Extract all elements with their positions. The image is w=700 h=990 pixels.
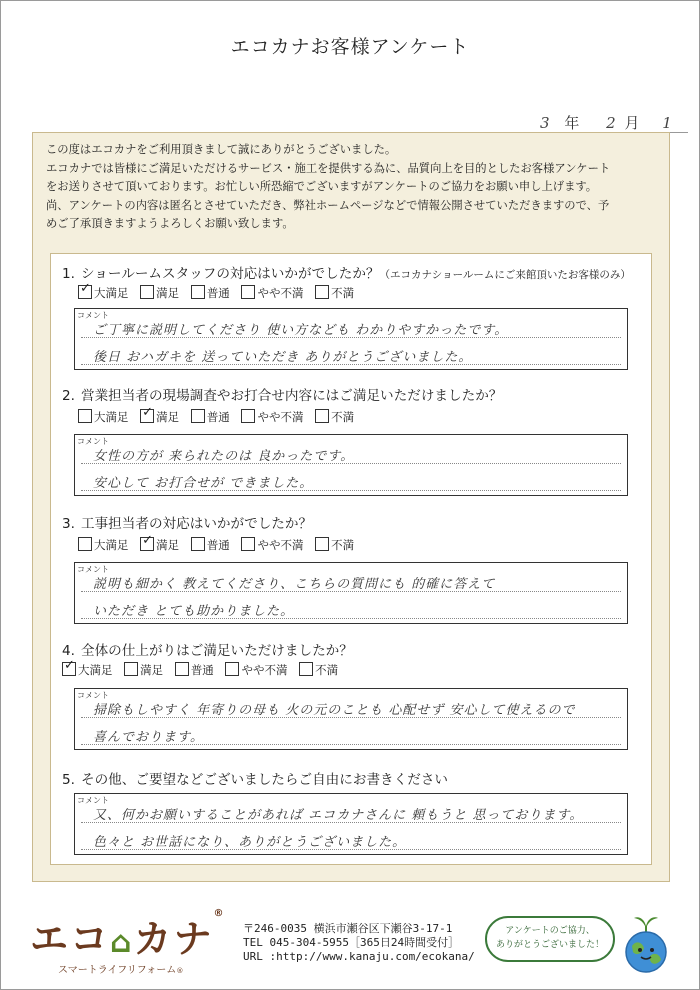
- question-4: [62, 639, 353, 659]
- intro-line: この度はエコカナをご利用頂きまして誠にありがとうございました。: [46, 143, 397, 156]
- question-text: 全体の仕上がりはご満足いただけましたか？: [80, 643, 353, 659]
- question-2: [62, 384, 502, 404]
- telephone: TEL 045-304-5955［365日24時間受付］: [243, 936, 460, 949]
- checkbox[interactable]: [78, 537, 92, 551]
- question-5: [62, 768, 448, 788]
- option-dai-manzoku[interactable]: 大満足: [78, 409, 129, 425]
- comment-label: コメント: [77, 311, 109, 320]
- intro-line: をお送りさせて頂いております。お忙しい所恐縮でございますがアンケートのご協力をお願い申し上げます。: [46, 180, 598, 194]
- option-fuman[interactable]: 不満: [315, 537, 354, 553]
- comment-label: コメント: [77, 565, 109, 574]
- question-text: その他、ご要望などございましたらご自由にお書きください: [80, 772, 449, 788]
- bubble-line: アンケートのご協力、: [505, 926, 595, 936]
- globe-mascot-icon: [618, 912, 674, 974]
- options-1: [78, 285, 362, 301]
- bubble-line: ありがとうございました！: [495, 940, 604, 950]
- date-month-unit: 月: [624, 114, 640, 132]
- intro-line: めご了承頂きますようよろしくお願い致します。: [46, 217, 294, 231]
- option-dai-manzoku[interactable]: ✓大満足: [62, 662, 113, 678]
- options-3: [78, 537, 362, 553]
- comment-line: 後日 おハガキを 送っていただき ありがとうございました。: [93, 350, 473, 365]
- question-3: [62, 512, 312, 532]
- thanks-speech-bubble: [485, 916, 615, 962]
- question-note: （エコカナショールームにご来館頂いたお客様のみ）: [379, 269, 631, 281]
- checkbox[interactable]: [315, 285, 329, 299]
- address: 〒246-0035 横浜市瀬谷区下瀬谷3-17-1: [243, 922, 453, 935]
- website-url[interactable]: URL :http://www.kanaju.com/ecokana/: [243, 950, 475, 963]
- comment-line: 説明も細かく 教えてくださり、こちらの質問にも 的確に答えて: [93, 577, 496, 592]
- intro-text: [46, 141, 661, 234]
- option-fuman[interactable]: 不満: [299, 662, 338, 678]
- checkbox[interactable]: [241, 409, 255, 423]
- question-number: 5.: [62, 772, 75, 788]
- date-year: 3: [540, 114, 550, 132]
- options-4: [62, 662, 346, 678]
- option-futsuu[interactable]: 普通: [191, 285, 230, 301]
- option-futsuu[interactable]: 普通: [191, 409, 230, 425]
- comment-line: 色々と お世話になり、ありがとうございました。: [93, 835, 407, 850]
- option-fuman[interactable]: 不満: [315, 409, 354, 425]
- option-dai-manzoku[interactable]: ✓大満足: [78, 285, 129, 301]
- comment-box-3[interactable]: [74, 562, 628, 624]
- option-yaya-fuman[interactable]: やや不満: [241, 409, 303, 425]
- logo-tagline: スマートライフリフォーム®: [58, 965, 184, 976]
- comment-label: コメント: [77, 691, 109, 700]
- checkbox[interactable]: [241, 285, 255, 299]
- comment-line: 女性の方が 来られたのは 良かったです。: [93, 449, 355, 464]
- option-manzoku[interactable]: ✓ 満足: [140, 537, 179, 553]
- date-day: 1: [662, 114, 672, 132]
- checkbox[interactable]: [191, 285, 205, 299]
- intro-line: 尚、アンケートの内容は匿名とさせていただき、弊社ホームページなどで情報公開させていただきますので、予: [46, 198, 610, 212]
- checkbox[interactable]: [191, 537, 205, 551]
- house-icon: ⌂: [110, 925, 134, 960]
- comment-line: ご丁寧に説明してくださり 使い方なども わかりやすかったです。: [93, 323, 509, 338]
- option-futsuu[interactable]: 普通: [175, 662, 214, 678]
- checkbox-checked[interactable]: [140, 537, 154, 551]
- date-month: 2: [606, 114, 616, 132]
- comment-box-4[interactable]: [74, 688, 628, 750]
- option-futsuu[interactable]: 普通: [191, 537, 230, 553]
- comment-line: 掃除もしやすく 年寄りの母も 火の元のことも 心配せず 安心して使えるので: [93, 703, 576, 718]
- question-text: ショールームスタッフの対応はいかがでしたか？: [80, 266, 380, 282]
- option-yaya-fuman[interactable]: やや不満: [241, 537, 303, 553]
- checkbox-checked[interactable]: [140, 409, 154, 423]
- comment-line: 喜んでおります。: [93, 730, 204, 745]
- comment-line: 安心して お打合せが できました。: [93, 476, 314, 491]
- comment-label: コメント: [77, 437, 109, 446]
- comment-box-1[interactable]: [74, 308, 628, 370]
- date-year-unit: 年: [564, 114, 580, 132]
- comment-line: いただき とても助かりました。: [93, 604, 295, 619]
- option-yaya-fuman[interactable]: やや不満: [225, 662, 287, 678]
- question-number: 2.: [62, 388, 75, 404]
- checkbox-checked[interactable]: [78, 285, 92, 299]
- option-yaya-fuman[interactable]: やや不満: [241, 285, 303, 301]
- option-manzoku[interactable]: 満足: [140, 285, 179, 301]
- comment-label: コメント: [77, 796, 109, 805]
- ecokana-logo: [30, 908, 226, 976]
- question-number: 3.: [62, 516, 75, 532]
- option-dai-manzoku[interactable]: 大満足: [78, 537, 129, 553]
- option-manzoku[interactable]: ✓ 満足: [140, 409, 179, 425]
- checkbox[interactable]: [315, 537, 329, 551]
- page-title: エコカナお客様アンケート: [230, 36, 470, 58]
- question-text: 営業担当者の現場調査やお打合せ内容にはご満足いただけましたか？: [80, 388, 503, 404]
- options-2: [78, 409, 362, 425]
- checkbox[interactable]: [140, 285, 154, 299]
- comment-line: 又、何かお願いすることがあれば エコカナさんに 頼もうと 思っております。: [93, 808, 584, 823]
- checkbox[interactable]: [241, 537, 255, 551]
- question-number: 1.: [62, 266, 75, 282]
- option-manzoku[interactable]: 満足: [124, 662, 163, 678]
- question-number: 4.: [62, 643, 75, 659]
- comment-box-2[interactable]: [74, 434, 628, 496]
- checkbox[interactable]: [191, 409, 205, 423]
- logo-wordmark: エコ⌂カナ®: [30, 908, 226, 961]
- question-1: [62, 262, 631, 282]
- checkbox[interactable]: [78, 409, 92, 423]
- checkbox[interactable]: [124, 662, 138, 676]
- contact-info: [243, 922, 475, 964]
- checkbox[interactable]: [175, 662, 189, 676]
- option-fuman[interactable]: 不満: [315, 285, 354, 301]
- intro-line: エコカナでは皆様にご満足いただけるサービス・施工を提供する為に、品質向上を目的としたお客様アンケート: [46, 161, 611, 175]
- checkbox-checked[interactable]: [62, 662, 76, 676]
- checkbox[interactable]: [299, 662, 313, 676]
- comment-box-5[interactable]: [74, 793, 628, 855]
- question-text: 工事担当者の対応はいかがでしたか？: [80, 516, 313, 532]
- checkbox[interactable]: [225, 662, 239, 676]
- checkbox[interactable]: [315, 409, 329, 423]
